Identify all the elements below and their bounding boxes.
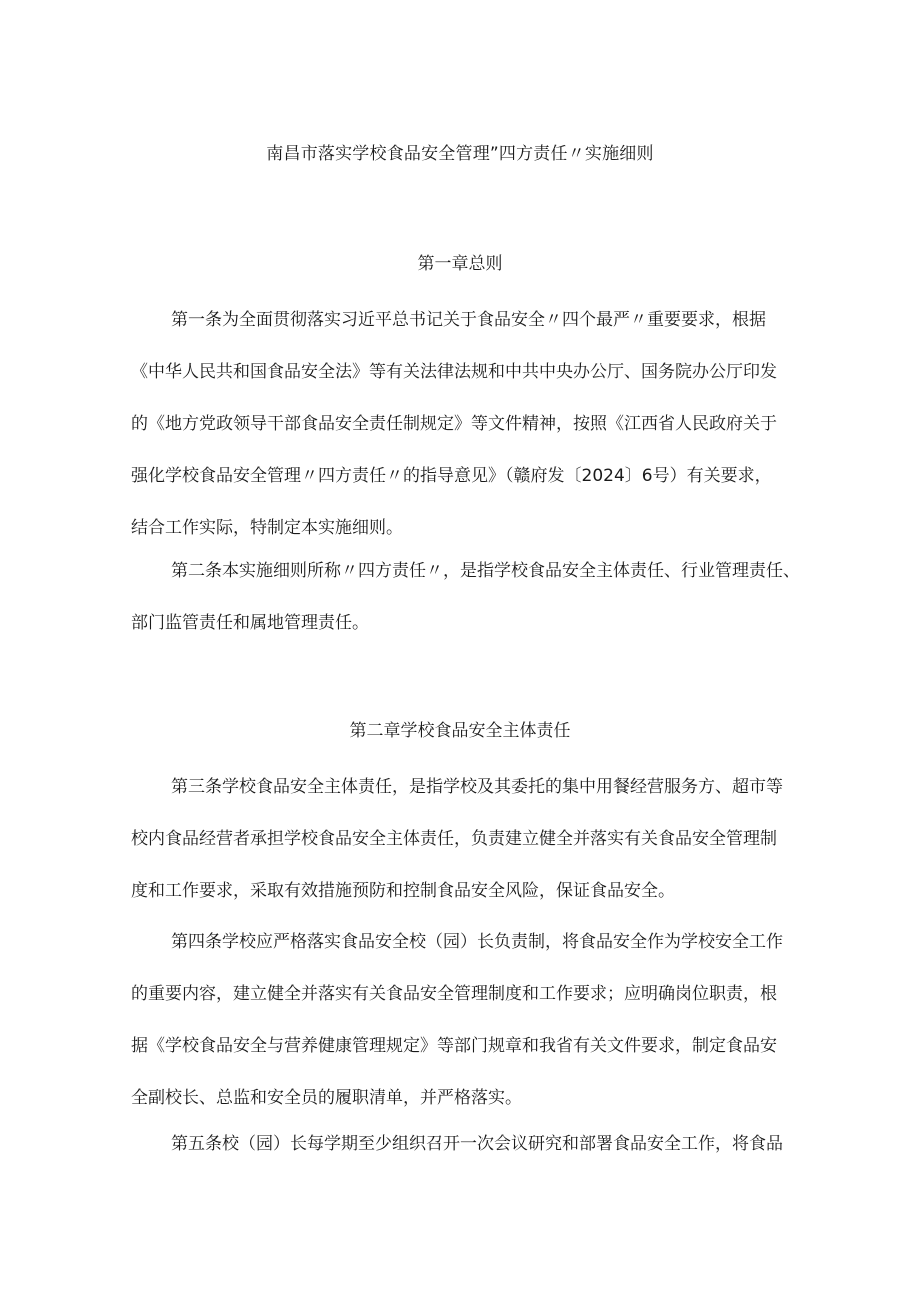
article-4-line-1: 第四条学校应严格落实食品安全校（园）长负责制，将食品安全作为学校安全工作 [171, 932, 783, 952]
article-1-line-4: 强化学校食品安全管理〃四方责任〃的指导意见》（赣府发〔2024〕6号）有关要求， [131, 466, 772, 486]
article-3-line-3: 度和工作要求，采取有效措施预防和控制食品安全风险，保证食品安全。 [131, 881, 675, 901]
article-2-line-2: 部门监管责任和属地管理责任。 [131, 613, 369, 633]
article-2 [131, 545, 800, 649]
article-5-line-1: 第五条校（园）长每学期至少组织召开一次会议研究和部署食品安全工作，将食品 [171, 1134, 783, 1154]
document-title: 南昌市落实学校食品安全管理”四方责任〃实施细则 [266, 144, 654, 164]
article-1 [131, 294, 781, 554]
article-3-line-1: 第三条学校食品安全主体责任，是指学校及其委托的集中用餐经营服务方、超市等 [171, 777, 783, 797]
chapter-2-heading: 第二章学校食品安全主体责任 [349, 721, 571, 741]
article-2-line-1: 第二条本实施细则所称〃四方责任〃，是指学校食品安全主体责任、行业管理责任、 [171, 561, 800, 581]
article-1-line-3: 的《地方党政领导干部食品安全责任制规定》等文件精神，按照《江西省人民政府关于 [131, 414, 777, 434]
article-1-line-2: 《中华人民共和国食品安全法》等有关法律法规和中共中央办公厅、国务院办公厅印发 [131, 362, 777, 382]
article-3 [131, 761, 781, 917]
chapter-1-heading: 第一章总则 [417, 254, 503, 274]
article-4 [131, 916, 781, 1124]
article-4-line-3: 据《学校食品安全与营养健康管理规定》等部门规章和我省有关文件要求，制定食品安 [131, 1036, 777, 1056]
article-4-line-2: 的重要内容，建立健全并落实有关食品安全管理制度和工作要求；应明确岗位职责，根 [131, 984, 777, 1004]
article-1-line-5: 结合工作实际，特制定本实施细则。 [131, 518, 403, 538]
article-3-line-2: 校内食品经营者承担学校食品安全主体责任，负责建立健全并落实有关食品安全管理制 [131, 829, 777, 849]
article-5 [131, 1118, 781, 1170]
article-4-line-4: 全副校长、总监和安全员的履职清单，并严格落实。 [131, 1088, 522, 1108]
article-1-line-1: 第一条为全面贯彻落实习近平总书记关于食品安全〃四个最严〃重要要求，根据 [171, 310, 766, 330]
